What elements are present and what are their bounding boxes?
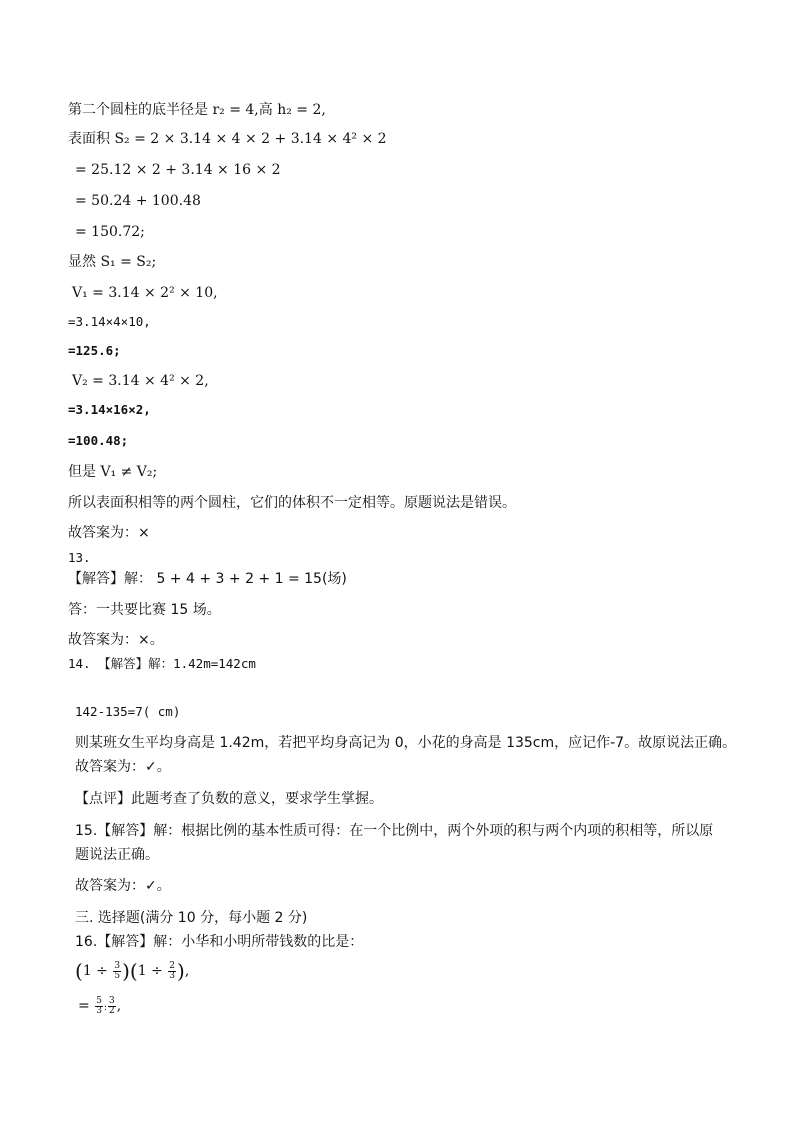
- text-line: 15.【解答】解：根据比例的基本性质可得：在一个比例中，两个外项的积与两个内项的积相等，所以原: [75, 823, 714, 839]
- text-line: 则某班女生平均身高是 1.42m，若把平均身高记为 0，小花的身高是 135cm，应记作-7。故原说法正确。: [75, 735, 737, 751]
- ratio-expression: (1 ÷ $\frac{3}{5}$ )(1 ÷ $\frac{2}{3}$ ),: [75, 959, 190, 983]
- text-line: 【点评】此题考查了负数的意义，要求学生掌握。: [75, 791, 383, 807]
- text-line: 答：一共要比赛 15 场。: [68, 602, 221, 618]
- text-line: =3.14×4×10,: [68, 314, 151, 329]
- text-line: 但是 V₁ ≠ V₂;: [68, 464, 158, 480]
- text-line: 故答案为：✓。: [75, 878, 171, 894]
- fraction: $\frac{5}{3}$: [96, 995, 102, 1016]
- text-line: = 25.12 × 2 + 3.14 × 16 × 2: [75, 162, 281, 178]
- text-line: =100.48;: [68, 433, 129, 448]
- text-line: 故答案为：×。: [68, 632, 164, 648]
- text-line: 14. 【解答】解：1.42m=142cm: [68, 656, 256, 671]
- text-line: 第二个圆柱的底半径是 r₂ = 4,高 h₂ = 2,: [68, 102, 326, 118]
- text-line: 显然 S₁ = S₂;: [68, 254, 157, 270]
- fraction: $\frac{3}{2}$: [108, 995, 115, 1016]
- text-line: 表面积 S₂ = 2 × 3.14 × 4 × 2 + 3.14 × 4² × 2: [68, 131, 387, 147]
- ratio-result: = $\frac{5}{3}$ : $\frac{3}{2}$ ,: [78, 995, 122, 1016]
- text-line: 所以表面积相等的两个圆柱，它们的体积不一定相等。原题说法是错误。: [68, 495, 516, 511]
- text-line: 【解答】解： 5 + 4 + 3 + 2 + 1 = 15(场): [68, 571, 347, 587]
- text-line: 故答案为：×: [68, 525, 150, 541]
- text-line: 16.【解答】解：小华和小明所带钱数的比是：: [75, 934, 364, 950]
- text-line: 故答案为：✓。: [75, 759, 171, 775]
- text-line: = 150.72;: [75, 224, 145, 240]
- text-line: = 50.24 + 100.48: [75, 193, 201, 209]
- text-line: 题说法正确。: [75, 847, 159, 863]
- text-line: =125.6;: [68, 343, 121, 358]
- text-line: =3.14×16×2,: [68, 402, 151, 417]
- text-line: 142-135=7( cm): [75, 704, 181, 719]
- text-line: 三. 选择题(满分 10 分，每小题 2 分): [75, 910, 308, 926]
- fraction: $\frac{3}{5}$: [114, 960, 121, 981]
- text-line: 13.: [68, 550, 91, 565]
- text-line: V₂ = 3.14 × 4² × 2,: [72, 373, 209, 389]
- fraction: $\frac{2}{3}$: [169, 960, 175, 981]
- text-line: V₁ = 3.14 × 2² × 10,: [72, 285, 218, 301]
